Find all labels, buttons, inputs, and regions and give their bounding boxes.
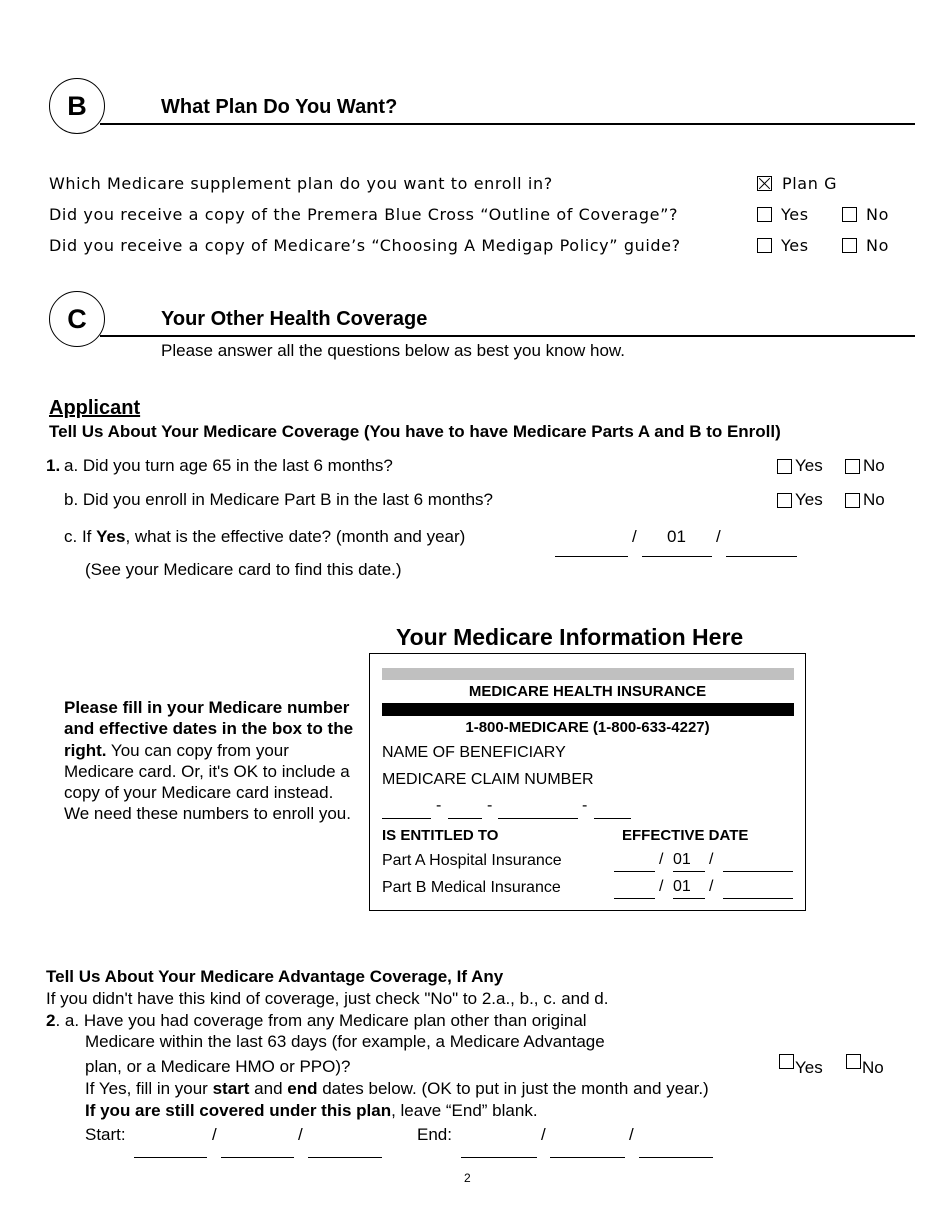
q1a-yes-checkbox[interactable] [777, 459, 792, 474]
medigap-guide-question: Did you receive a copy of Medicare’s “Choosing A Medigap Policy” guide? [49, 236, 681, 255]
guide-no-checkbox[interactable] [842, 238, 857, 253]
medicare-info-heading: Your Medicare Information Here [396, 624, 744, 650]
q2a-text-1: . a. Have you had coverage from any Medicare plan other than original [55, 1011, 587, 1030]
page-number: 2 [464, 1171, 471, 1185]
q2a-line-1 [46, 1011, 587, 1031]
start-year-field[interactable] [308, 1157, 382, 1158]
if-yes-start: start [212, 1079, 250, 1098]
claim-dash-3: - [582, 797, 588, 814]
q1a-yes-label: Yes [795, 456, 823, 475]
card-gray-bar [382, 668, 794, 680]
claim-part-3[interactable] [498, 818, 578, 819]
part-b-slash-2: / [709, 878, 714, 895]
q1c-note: (See your Medicare card to find this date.) [85, 560, 402, 579]
instructions-bold: Please fill in your Medicare number and effective dates in the box to the right. [64, 698, 354, 760]
guide-yes-label: Yes [781, 236, 809, 255]
q2-number: 2 [46, 1011, 56, 1030]
outline-yes-label: Yes [781, 205, 809, 224]
part-a-day[interactable] [673, 871, 705, 872]
effective-date-label: EFFECTIVE DATE [622, 827, 749, 844]
advantage-instruction: If you didn't have this kind of coverage, just check "No" to 2.a., b., c. and d. [46, 989, 609, 1008]
still-bold: If you are still covered under this plan [85, 1101, 392, 1120]
medicare-instructions [64, 697, 354, 825]
if-yes-1: If Yes, fill in your [85, 1079, 213, 1098]
start-day-field[interactable] [221, 1157, 294, 1158]
section-c-subtitle: Please answer all the questions below as best you know how. [161, 341, 625, 360]
part-a-label: Part A Hospital Insurance [382, 852, 562, 869]
end-slash-1: / [541, 1125, 546, 1144]
q1c-slash-2: / [716, 527, 721, 546]
outline-no-checkbox[interactable] [842, 207, 857, 222]
entitled-label: IS ENTITLED TO [382, 827, 499, 844]
end-day-field[interactable] [550, 1157, 625, 1158]
still-covered-instruction [85, 1101, 538, 1121]
section-b-title: What Plan Do You Want? [161, 96, 398, 118]
q1-number: 1. [46, 456, 61, 475]
start-month-field[interactable] [134, 1157, 207, 1158]
part-a-year[interactable] [723, 871, 793, 872]
outline-no-label: No [866, 205, 889, 224]
start-label: Start: [85, 1125, 126, 1144]
q1b-no-checkbox[interactable] [845, 493, 860, 508]
section-b-rule [100, 123, 915, 125]
section-c-rule [100, 335, 915, 337]
q1a-no-label: No [863, 456, 885, 475]
card-black-bar [382, 703, 794, 716]
q2a-no-checkbox[interactable] [846, 1054, 861, 1069]
claim-number-label: MEDICARE CLAIM NUMBER [382, 771, 594, 788]
q2a-line-3: plan, or a Medicare HMO or PPO)? [85, 1057, 351, 1076]
plan-question: Which Medicare supplement plan do you want to enroll in? [49, 174, 553, 193]
q1c-yes-bold: Yes [96, 527, 126, 546]
card-title: MEDICARE HEALTH INSURANCE [468, 683, 707, 700]
end-label: End: [417, 1125, 452, 1144]
claim-part-4[interactable] [594, 818, 631, 819]
q2a-yes-checkbox[interactable] [779, 1054, 794, 1069]
claim-part-2[interactable] [448, 818, 482, 819]
q1c-slash-1: / [632, 527, 637, 546]
part-b-label: Part B Medical Insurance [382, 879, 561, 896]
start-slash-1: / [212, 1125, 217, 1144]
outline-coverage-question: Did you receive a copy of the Premera Blue Cross “Outline of Coverage”? [49, 205, 679, 224]
claim-part-1[interactable] [382, 818, 431, 819]
guide-yes-checkbox[interactable] [757, 238, 772, 253]
if-yes-3: dates below. (OK to put in just the month and year.) [317, 1079, 709, 1098]
q1c-prefix: c. If [64, 527, 97, 546]
claim-dash-2: - [487, 797, 493, 814]
instructions-rest: You can copy from your Medicare card. Or, it's OK to include a copy of your Medicare card instead. We need these numbers to enroll you. [64, 740, 351, 824]
if-yes-end: end [287, 1079, 318, 1098]
start-slash-2: / [298, 1125, 303, 1144]
section-c-badge: C [49, 291, 105, 347]
section-b-badge: B [49, 78, 105, 134]
q2a-yes-label: Yes [795, 1058, 823, 1077]
beneficiary-name-label: NAME OF BENEFICIARY [382, 744, 566, 761]
q1b-yes-checkbox[interactable] [777, 493, 792, 508]
q2a-no-label: No [862, 1058, 884, 1077]
end-month-field[interactable] [461, 1157, 537, 1158]
applicant-heading: Applicant [49, 397, 141, 419]
part-a-day-value: 01 [673, 851, 691, 868]
end-slash-2: / [629, 1125, 634, 1144]
part-a-month[interactable] [614, 871, 655, 872]
still-rest: , leave “End” blank. [391, 1101, 538, 1120]
part-a-slash-1: / [659, 851, 664, 868]
card-phone: 1-800-MEDICARE (1-800-633-4227) [465, 719, 710, 736]
q1c-text [64, 527, 465, 547]
part-b-day-value: 01 [673, 878, 691, 895]
guide-no-label: No [866, 236, 889, 255]
q1c-year-field[interactable] [726, 556, 797, 557]
part-a-slash-2: / [709, 851, 714, 868]
plan-g-label: Plan G [782, 174, 838, 193]
plan-g-checkbox[interactable] [757, 176, 772, 191]
q1a-no-checkbox[interactable] [845, 459, 860, 474]
part-b-month[interactable] [614, 898, 655, 899]
part-b-slash-1: / [659, 878, 664, 895]
q1c-day-field[interactable] [642, 556, 712, 557]
q1c-day-value: 01 [667, 527, 686, 546]
q1b-yes-label: Yes [795, 490, 823, 509]
q1c-rest: , what is the effective date? (month and year) [125, 527, 466, 546]
part-b-day[interactable] [673, 898, 705, 899]
section-c-title: Your Other Health Coverage [161, 308, 428, 330]
if-yes-instruction [85, 1079, 709, 1099]
outline-yes-checkbox[interactable] [757, 207, 772, 222]
claim-dash-1: - [436, 797, 442, 814]
q1a-text: a. Did you turn age 65 in the last 6 months? [64, 456, 393, 475]
q1b-text: b. Did you enroll in Medicare Part B in the last 6 months? [64, 490, 493, 509]
medicare-card [369, 653, 806, 911]
end-year-field[interactable] [639, 1157, 713, 1158]
medicare-coverage-heading: Tell Us About Your Medicare Coverage (You have to have Medicare Parts A and B to Enroll) [49, 422, 781, 441]
q2a-line-2: Medicare within the last 63 days (for example, a Medicare Advantage [85, 1032, 605, 1051]
q1b-no-label: No [863, 490, 885, 509]
part-b-year[interactable] [723, 898, 793, 899]
advantage-heading: Tell Us About Your Medicare Advantage Coverage, If Any [46, 967, 504, 986]
q1c-month-field[interactable] [555, 556, 628, 557]
if-yes-2: and [249, 1079, 288, 1098]
